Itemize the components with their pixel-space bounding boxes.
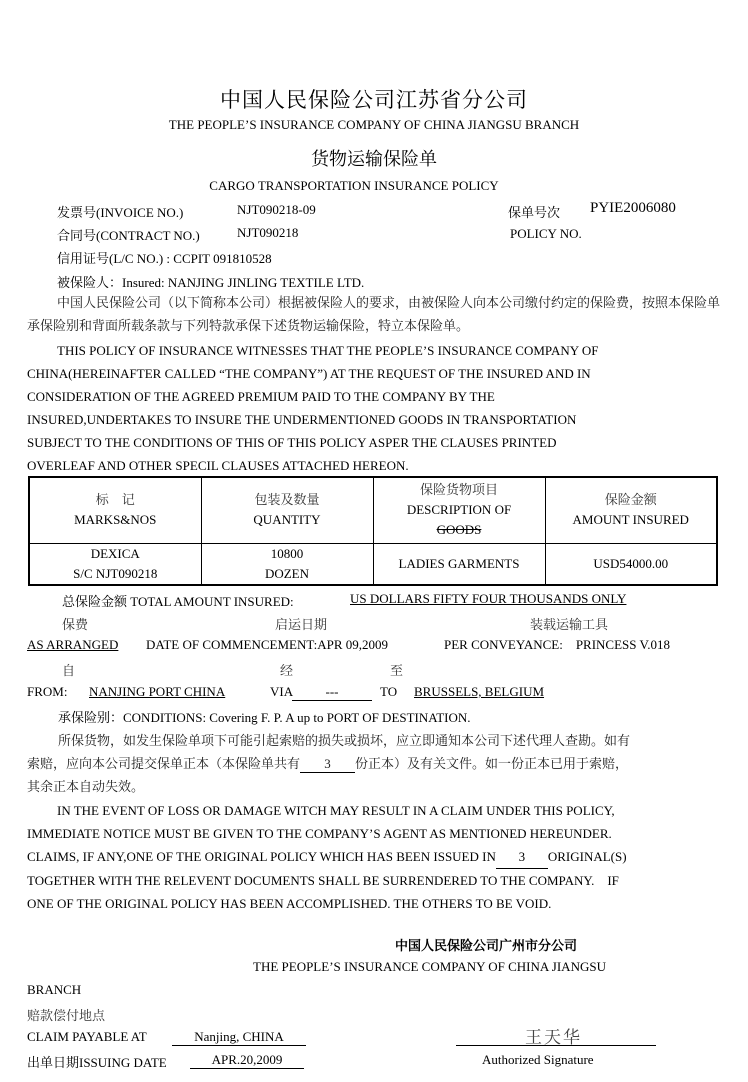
original-count-cn: 3 bbox=[300, 756, 355, 773]
conditions: 承保险别：CONDITIONS: Covering F. P. A up to PORT OF DESTINATION. bbox=[58, 710, 471, 725]
table-row bbox=[29, 543, 717, 585]
document-title-cn: 货物运输保险单 bbox=[311, 149, 437, 169]
cell-marks: DEXICA S/C NJT090218 bbox=[29, 543, 201, 585]
claims-en bbox=[27, 799, 722, 915]
intro-en-line: CONSIDERATION OF THE AGREED PREMIUM PAID TO THE COMPANY BY THE bbox=[27, 389, 495, 404]
claim-place-cn: 赔款偿付地点 bbox=[27, 1008, 106, 1023]
authorized-signature-label: Authorized Signature bbox=[482, 1052, 594, 1067]
conveyance-label-cn: 装载运输工具 bbox=[530, 617, 609, 632]
header-amount: 保险金额 AMOUNT INSURED bbox=[545, 477, 717, 543]
header-quantity: 包装及数量 QUANTITY bbox=[201, 477, 373, 543]
via-value: --- bbox=[292, 684, 372, 701]
claims-en-line: IMMEDIATE NOTICE MUST BE GIVEN TO THE COMPANY’S AGENT AS MENTIONED HEREUNDER. bbox=[27, 826, 612, 841]
branch-name-cn: 中国人民保险公司广州市分公司 bbox=[395, 938, 578, 953]
insured-label: 被保险人： bbox=[57, 275, 123, 290]
invoice-label: 发票号(INVOICE NO.) bbox=[57, 205, 184, 220]
premium-label-cn: 保费 bbox=[62, 617, 89, 632]
commencement-date: DATE OF COMMENCEMENT:APR 09,2009 bbox=[146, 637, 389, 652]
intro-en-line: THIS POLICY OF INSURANCE WITNESSES THAT THE PEOPLE’S INSURANCE COMPANY OF bbox=[57, 343, 599, 358]
cell-amount: USD54000.00 bbox=[545, 543, 717, 585]
claims-en-line: TOGETHER WITH THE RELEVENT DOCUMENTS SHALL BE SURRENDERED TO THE COMPANY. IF bbox=[27, 873, 619, 888]
header-description: 保险货物项目 DESCRIPTION OF GOODS bbox=[373, 477, 545, 543]
intro-en-line: OVERLEAF AND OTHER SPECIL CLAUSES ATTACHED HEREON. bbox=[27, 458, 409, 473]
issuing-date-value: APR.20,2009 bbox=[190, 1052, 304, 1069]
from-label: FROM: bbox=[27, 684, 68, 699]
insured-line bbox=[57, 272, 364, 291]
total-amount-label: 总保险金额 TOTAL AMOUNT INSURED: bbox=[62, 594, 294, 609]
via-label-cn: 经 bbox=[280, 663, 294, 678]
to-label: TO bbox=[380, 684, 398, 699]
premium-value: AS ARRANGED bbox=[27, 637, 119, 652]
intro-en-line: INSURED,UNDERTAKES TO INSURE THE UNDERMENTIONED GOODS IN TRANSPORTATION bbox=[27, 412, 577, 427]
policy-label-cn: 保单号次 bbox=[508, 205, 561, 220]
intro-en bbox=[27, 339, 722, 477]
company-name-cn: 中国人民保险公司江苏省分公司 bbox=[220, 88, 528, 112]
signature-line bbox=[456, 1045, 656, 1046]
original-count-en: 3 bbox=[496, 845, 548, 869]
total-amount-value: US DOLLARS FIFTY FOUR THOUSANDS ONLY bbox=[350, 591, 627, 606]
policy-label-en: POLICY NO. bbox=[510, 226, 582, 241]
claims-en-line: IN THE EVENT OF LOSS OR DAMAGE WITCH MAY RESULT IN A CLAIM UNDER THIS POLICY, bbox=[57, 803, 615, 818]
contract-label: 合同号(CONTRACT NO.) bbox=[57, 228, 200, 243]
company-name-en: THE PEOPLE’S INSURANCE COMPANY OF CHINA JIANGSU BRANCH bbox=[168, 117, 580, 132]
claims-cn-line: 其余正本自动失效。 bbox=[27, 779, 145, 794]
intro-en-line: CHINA(HEREINAFTER CALLED “THE COMPANY”) AT THE REQUEST OF THE INSURED AND IN bbox=[27, 366, 591, 381]
invoice-number: NJT090218-09 bbox=[237, 202, 316, 217]
goods-table bbox=[28, 476, 718, 586]
claim-payable-label: CLAIM PAYABLE AT bbox=[27, 1029, 147, 1044]
claims-en-line: CLAIMS, IF ANY,ONE OF THE ORIGINAL POLICY WHICH HAS BEEN ISSUED IN 3 ORIGINAL(S) bbox=[27, 845, 722, 869]
issuing-date-label: 出单日期ISSUING DATE bbox=[27, 1055, 167, 1070]
insured-name: Insured: NANJING JINLING TEXTILE LTD. bbox=[122, 275, 365, 290]
to-label-cn: 至 bbox=[390, 663, 404, 678]
destination-port: BRUSSELS, BELGIUM bbox=[414, 684, 545, 699]
from-label-cn: 自 bbox=[62, 663, 76, 678]
intro-en-line: SUBJECT TO THE CONDITIONS OF THIS OF THIS POLICY ASPER THE CLAUSES PRINTED bbox=[27, 435, 557, 450]
claims-en-line: ONE OF THE ORIGINAL POLICY HAS BEEN ACCOMPLISHED. THE OTHERS TO BE VOID. bbox=[27, 896, 552, 911]
signature-handwriting: 王天华 bbox=[525, 1028, 582, 1048]
policy-number: PYIE2006080 bbox=[590, 200, 676, 216]
commencement-label-cn: 启运日期 bbox=[275, 617, 328, 632]
claim-payable-value: Nanjing, CHINA bbox=[172, 1029, 306, 1046]
branch-name-en: THE PEOPLE’S INSURANCE COMPANY OF CHINA JIANGSU bbox=[253, 959, 606, 974]
claims-cn-line: 索赔，应向本公司提交保单正本（本保险单共有 3 份正本）及有关文件。如一份正本已用于索赔， bbox=[27, 756, 629, 771]
intro-cn: 中国人民保险公司（以下简称本公司）根据被保险人的要求，由被保险人向本公司缴付约定的保险费，按照本保险单承保险别和背面所载条款与下列特款承保下述货物运输保险，特立本保险单。 bbox=[27, 295, 721, 333]
cell-description: LADIES GARMENTS bbox=[373, 543, 545, 585]
table-header-row bbox=[29, 477, 717, 543]
lc-number: 信用证号(L/C NO.) : CCPIT 091810528 bbox=[57, 251, 272, 266]
cell-quantity: 10800 DOZEN bbox=[201, 543, 373, 585]
contract-number: NJT090218 bbox=[237, 225, 299, 240]
branch-word: BRANCH bbox=[27, 982, 82, 997]
document-title-en: CARGO TRANSPORTATION INSURANCE POLICY bbox=[209, 178, 499, 193]
claims-cn-line: 所保货物，如发生保险单项下可能引起索赔的损失或损坏，应立即通知本公司下述代理人查勘。如有 bbox=[58, 733, 631, 748]
conveyance: PER CONVEYANCE: PRINCESS V.018 bbox=[444, 637, 670, 652]
from-port: NANJING PORT CHINA bbox=[89, 684, 226, 699]
via-label: VIA bbox=[270, 684, 294, 699]
header-marks: 标 记 MARKS&NOS bbox=[29, 477, 201, 543]
